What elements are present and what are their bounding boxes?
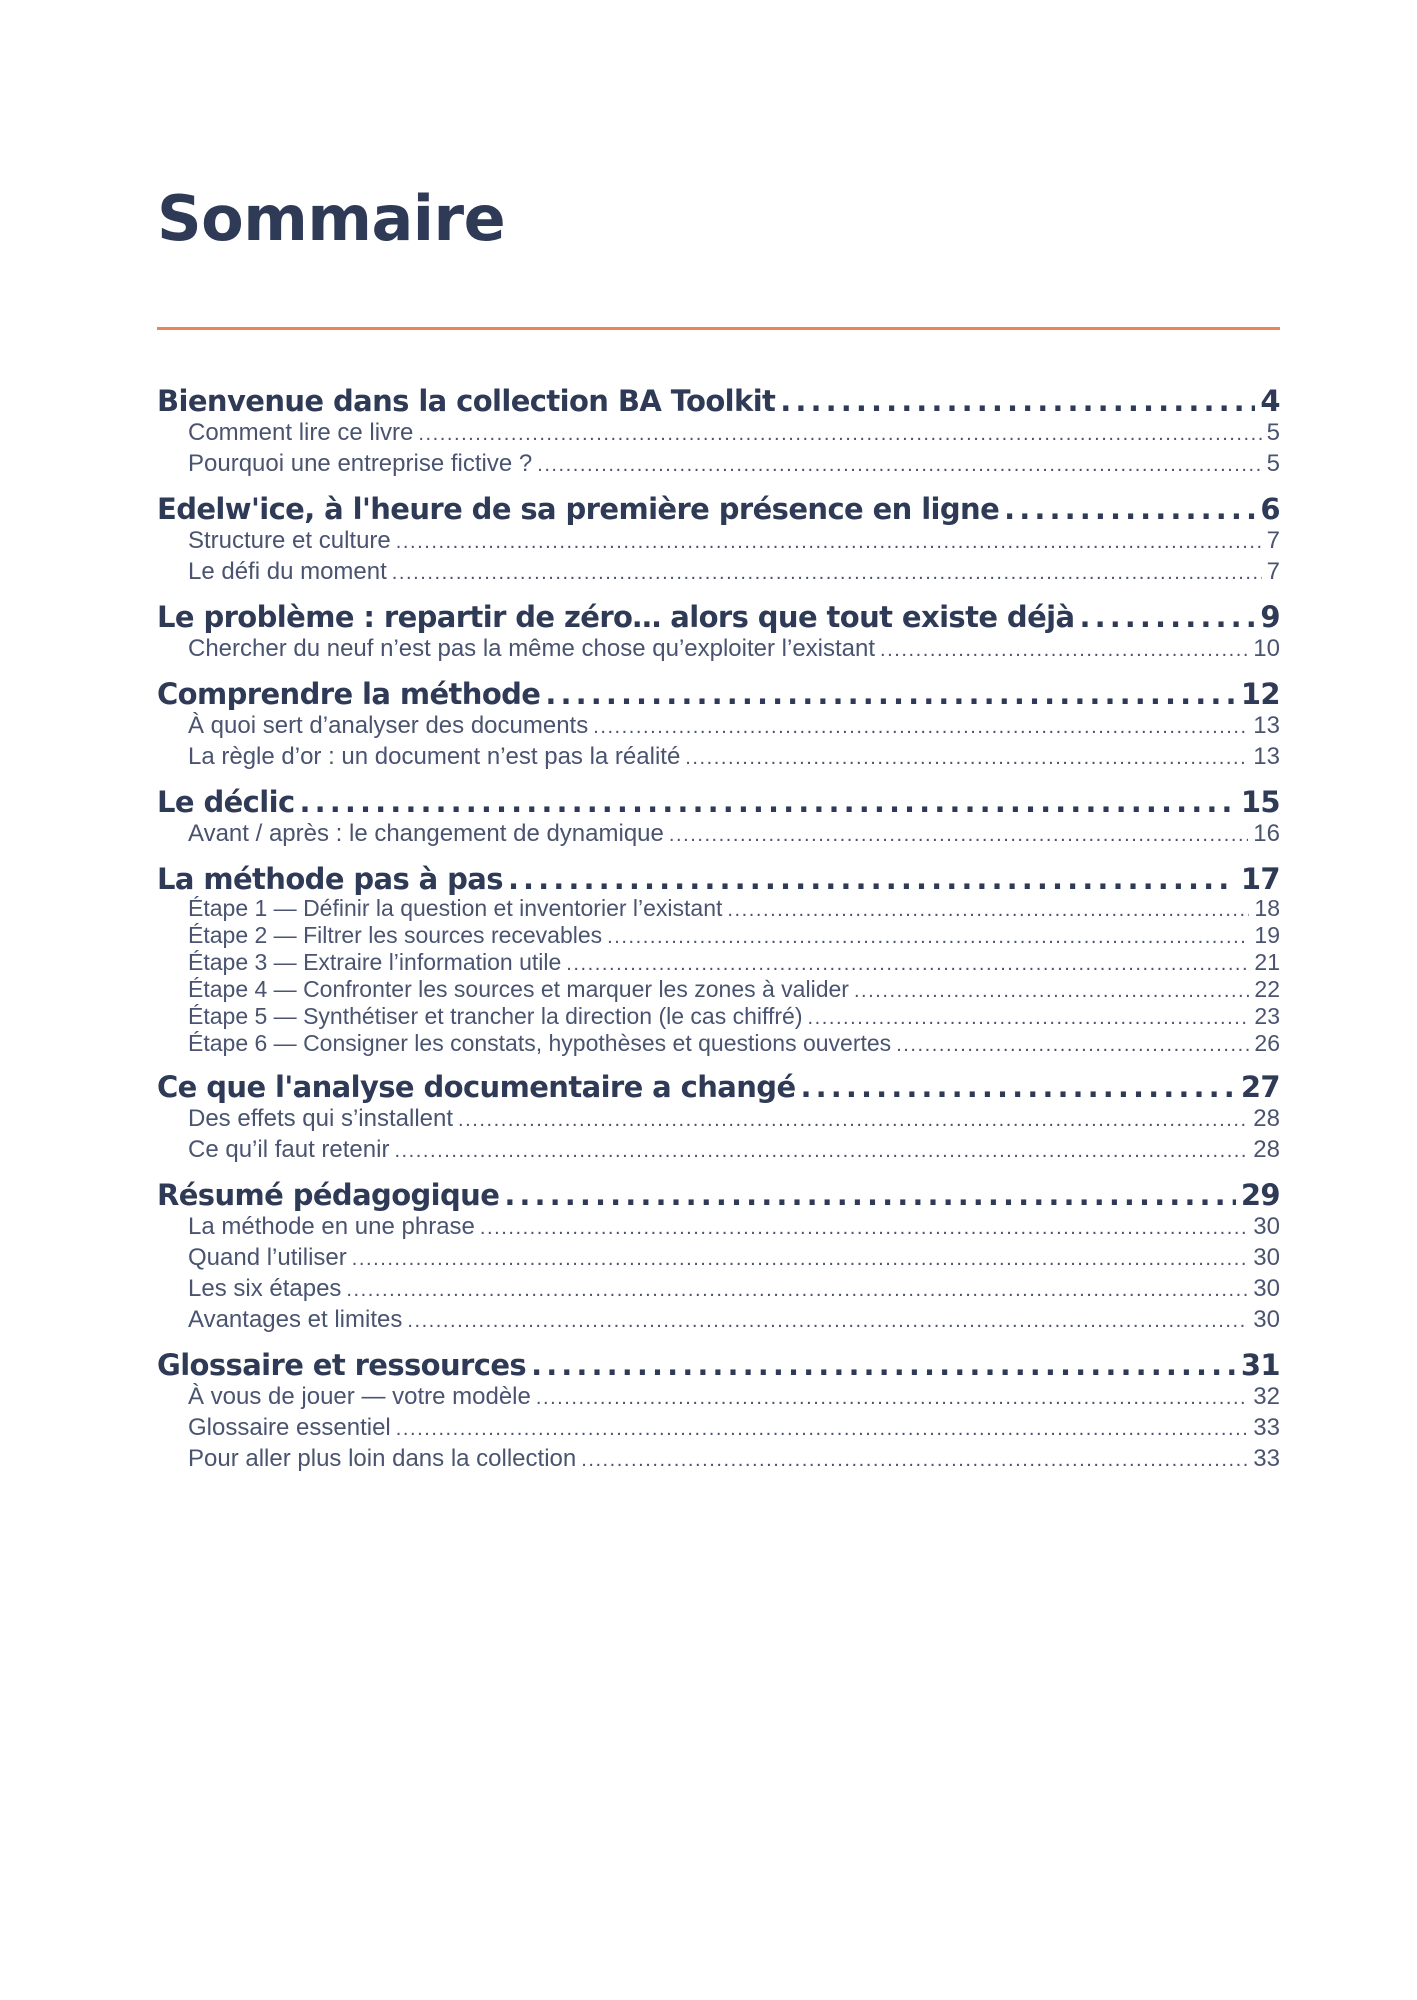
toc-page-number: 13 <box>1253 743 1280 770</box>
toc-page-number: 5 <box>1266 450 1280 477</box>
toc-entry-title: Étape 5 — Synthétiser et trancher la direction (le cas chiffré) <box>188 1004 803 1029</box>
toc-entry-title: Chercher du neuf n’est pas la même chose qu’exploiter l’existant <box>188 635 876 662</box>
toc-leader-dots <box>300 785 1236 819</box>
toc-chapter-title: Comprendre la méthode <box>157 677 541 711</box>
toc-page-number: 33 <box>1253 1414 1280 1441</box>
toc-entry[interactable] <box>157 1305 1280 1336</box>
toc-entry[interactable] <box>157 819 1280 850</box>
toc-leader-dots <box>537 451 1261 480</box>
toc-section <box>157 384 1280 480</box>
toc-chapter[interactable] <box>157 492 1280 526</box>
toc-chapter-title: Ce que l'analyse documentaire a changé <box>157 1070 796 1104</box>
toc-page-number: 7 <box>1266 558 1280 585</box>
toc-page-number: 30 <box>1253 1275 1280 1302</box>
toc-chapter-title: Le problème : repartir de zéro… alors que tout existe déjà <box>157 600 1075 634</box>
toc-page-number: 33 <box>1253 1445 1280 1472</box>
toc-chapter-title: Glossaire et ressources <box>157 1348 527 1382</box>
toc-leader-dots <box>545 677 1235 711</box>
toc-leader-dots <box>807 1006 1249 1031</box>
toc-entry[interactable] <box>157 1031 1280 1058</box>
toc-page-number: 28 <box>1253 1136 1280 1163</box>
toc-entry[interactable] <box>157 711 1280 742</box>
toc-entry-title: Étape 6 — Consigner les constats, hypothèses et questions ouvertes <box>188 1031 892 1056</box>
toc-leader-dots <box>801 1070 1236 1104</box>
toc-page-number: 21 <box>1254 950 1280 975</box>
toc-leader-dots <box>536 1384 1248 1413</box>
toc-page-number: 15 <box>1240 785 1280 819</box>
toc-page-number: 16 <box>1253 820 1280 847</box>
toc-entry-title: Le défi du moment <box>188 558 387 585</box>
toc-entry-title: Les six étapes <box>188 1275 342 1302</box>
toc-entry-title: Glossaire essentiel <box>188 1414 391 1441</box>
toc-page-number: 13 <box>1253 712 1280 739</box>
toc-section <box>157 1178 1280 1336</box>
toc-leader-dots <box>531 1348 1236 1382</box>
toc-entry-title: Étape 1 — Définir la question et inventorier l’existant <box>188 896 723 921</box>
toc-page-number: 17 <box>1240 862 1280 896</box>
toc-leader-dots <box>581 1446 1248 1475</box>
toc-leader-dots <box>727 898 1249 923</box>
toc-leader-dots <box>346 1276 1248 1305</box>
toc-leader-dots <box>392 559 1262 588</box>
toc-leader-dots <box>780 384 1255 418</box>
toc-entry-title: La méthode en une phrase <box>188 1213 475 1240</box>
toc-entry[interactable] <box>157 896 1280 923</box>
toc-chapter[interactable] <box>157 600 1280 634</box>
toc-page-number: 31 <box>1240 1348 1280 1382</box>
toc-chapter-title: La méthode pas à pas <box>157 862 503 896</box>
toc-leader-dots <box>480 1214 1248 1243</box>
toc-entry[interactable] <box>157 1104 1280 1135</box>
toc-page-number: 29 <box>1240 1178 1280 1212</box>
toc-leader-dots <box>593 713 1248 742</box>
toc-leader-dots <box>566 952 1249 977</box>
toc-entry-title: La règle d’or : un document n’est pas la réalité <box>188 743 681 770</box>
toc-entry-title: Quand l’utiliser <box>188 1244 347 1271</box>
toc-section <box>157 600 1280 665</box>
toc-entry[interactable] <box>157 950 1280 977</box>
toc-section <box>157 785 1280 850</box>
toc-entry-title: À vous de jouer — votre modèle <box>188 1383 531 1410</box>
toc-chapter-title: Edelw'ice, à l'heure de sa première présence en ligne <box>157 492 1000 526</box>
toc-page-number: 10 <box>1253 635 1280 662</box>
toc-section <box>157 862 1280 1058</box>
toc-entry-title: Des effets qui s’installent <box>188 1105 454 1132</box>
toc-leader-dots <box>669 821 1248 850</box>
toc-chapter-title: Bienvenue dans la collection BA Toolkit <box>157 384 776 418</box>
toc-leader-dots <box>896 1033 1249 1058</box>
toc-leader-dots <box>1004 492 1255 526</box>
toc-entry-title: Pourquoi une entreprise fictive ? <box>188 450 533 477</box>
title-divider <box>157 327 1280 330</box>
toc-leader-dots <box>1079 600 1255 634</box>
toc-entry[interactable] <box>157 449 1280 480</box>
toc-page-number: 18 <box>1254 896 1280 921</box>
toc-section <box>157 677 1280 773</box>
toc-entry-title: Étape 3 — Extraire l’information utile <box>188 950 562 975</box>
toc-entry[interactable] <box>157 742 1280 773</box>
toc-leader-dots <box>854 979 1249 1004</box>
toc-page-number: 27 <box>1240 1070 1280 1104</box>
toc-chapter[interactable] <box>157 862 1280 896</box>
toc-section <box>157 1070 1280 1166</box>
toc-entry[interactable] <box>157 1243 1280 1274</box>
toc-chapter[interactable] <box>157 677 1280 711</box>
toc-entry[interactable] <box>157 634 1280 665</box>
toc-leader-dots <box>352 1245 1249 1274</box>
toc-chapter[interactable] <box>157 384 1280 418</box>
page-title: Sommaire <box>157 182 506 255</box>
toc-page-number: 28 <box>1253 1105 1280 1132</box>
toc-leader-dots <box>504 1178 1236 1212</box>
toc-page-number: 30 <box>1253 1244 1280 1271</box>
toc-leader-dots <box>607 925 1249 950</box>
toc-entry-title: Structure et culture <box>188 527 391 554</box>
toc-entry-title: Ce qu’il faut retenir <box>188 1136 390 1163</box>
toc-chapter-title: Le déclic <box>157 785 295 819</box>
toc-page-number: 6 <box>1260 492 1280 526</box>
toc-chapter[interactable] <box>157 1070 1280 1104</box>
toc-entry[interactable] <box>157 1135 1280 1166</box>
toc-entry-title: Étape 2 — Filtrer les sources recevables <box>188 923 603 948</box>
toc-chapter-title: Résumé pédagogique <box>157 1178 500 1212</box>
toc-entry-title: Étape 4 — Confronter les sources et marquer les zones à valider <box>188 977 849 1002</box>
toc-entry[interactable] <box>157 1413 1280 1444</box>
toc-chapter[interactable] <box>157 1348 1280 1382</box>
toc-leader-dots <box>396 1415 1249 1444</box>
toc-page-number: 5 <box>1266 419 1280 446</box>
toc-entry[interactable] <box>157 1274 1280 1305</box>
toc-entry-title: À quoi sert d’analyser des documents <box>188 712 589 739</box>
toc-page-number: 30 <box>1253 1306 1280 1333</box>
toc-leader-dots <box>685 744 1248 773</box>
toc-entry[interactable] <box>157 923 1280 950</box>
toc-entry[interactable] <box>157 1212 1280 1243</box>
toc-section <box>157 492 1280 588</box>
toc-entry-title: Comment lire ce livre <box>188 419 414 446</box>
toc-leader-dots <box>394 1137 1248 1166</box>
toc-leader-dots <box>396 528 1262 557</box>
toc-page-number: 26 <box>1254 1031 1280 1056</box>
toc-chapter[interactable] <box>157 785 1280 819</box>
toc-page-number: 30 <box>1253 1213 1280 1240</box>
toc-page-number: 9 <box>1260 600 1280 634</box>
toc-entry[interactable] <box>157 526 1280 557</box>
toc-entry[interactable] <box>157 1444 1280 1475</box>
toc-page-number: 32 <box>1253 1383 1280 1410</box>
toc-page-number: 23 <box>1254 1004 1280 1029</box>
toc-chapter[interactable] <box>157 1178 1280 1212</box>
toc-entry-title: Pour aller plus loin dans la collection <box>188 1445 577 1472</box>
toc-page-number: 4 <box>1260 384 1280 418</box>
toc-entry-title: Avantages et limites <box>188 1306 403 1333</box>
toc-page-number: 12 <box>1240 677 1280 711</box>
toc-page-number: 19 <box>1254 923 1280 948</box>
toc-entry[interactable] <box>157 418 1280 449</box>
toc-entry[interactable] <box>157 1382 1280 1413</box>
table-of-contents <box>157 384 1280 1487</box>
toc-entry[interactable] <box>157 1004 1280 1031</box>
toc-leader-dots <box>880 636 1248 665</box>
toc-leader-dots <box>418 420 1261 449</box>
toc-leader-dots <box>508 862 1236 896</box>
toc-page-number: 7 <box>1266 527 1280 554</box>
toc-leader-dots <box>458 1106 1248 1135</box>
toc-entry[interactable] <box>157 557 1280 588</box>
toc-entry-title: Avant / après : le changement de dynamique <box>188 820 664 847</box>
toc-section <box>157 1348 1280 1475</box>
toc-page-number: 22 <box>1254 977 1280 1002</box>
toc-entry[interactable] <box>157 977 1280 1004</box>
toc-leader-dots <box>407 1307 1248 1336</box>
